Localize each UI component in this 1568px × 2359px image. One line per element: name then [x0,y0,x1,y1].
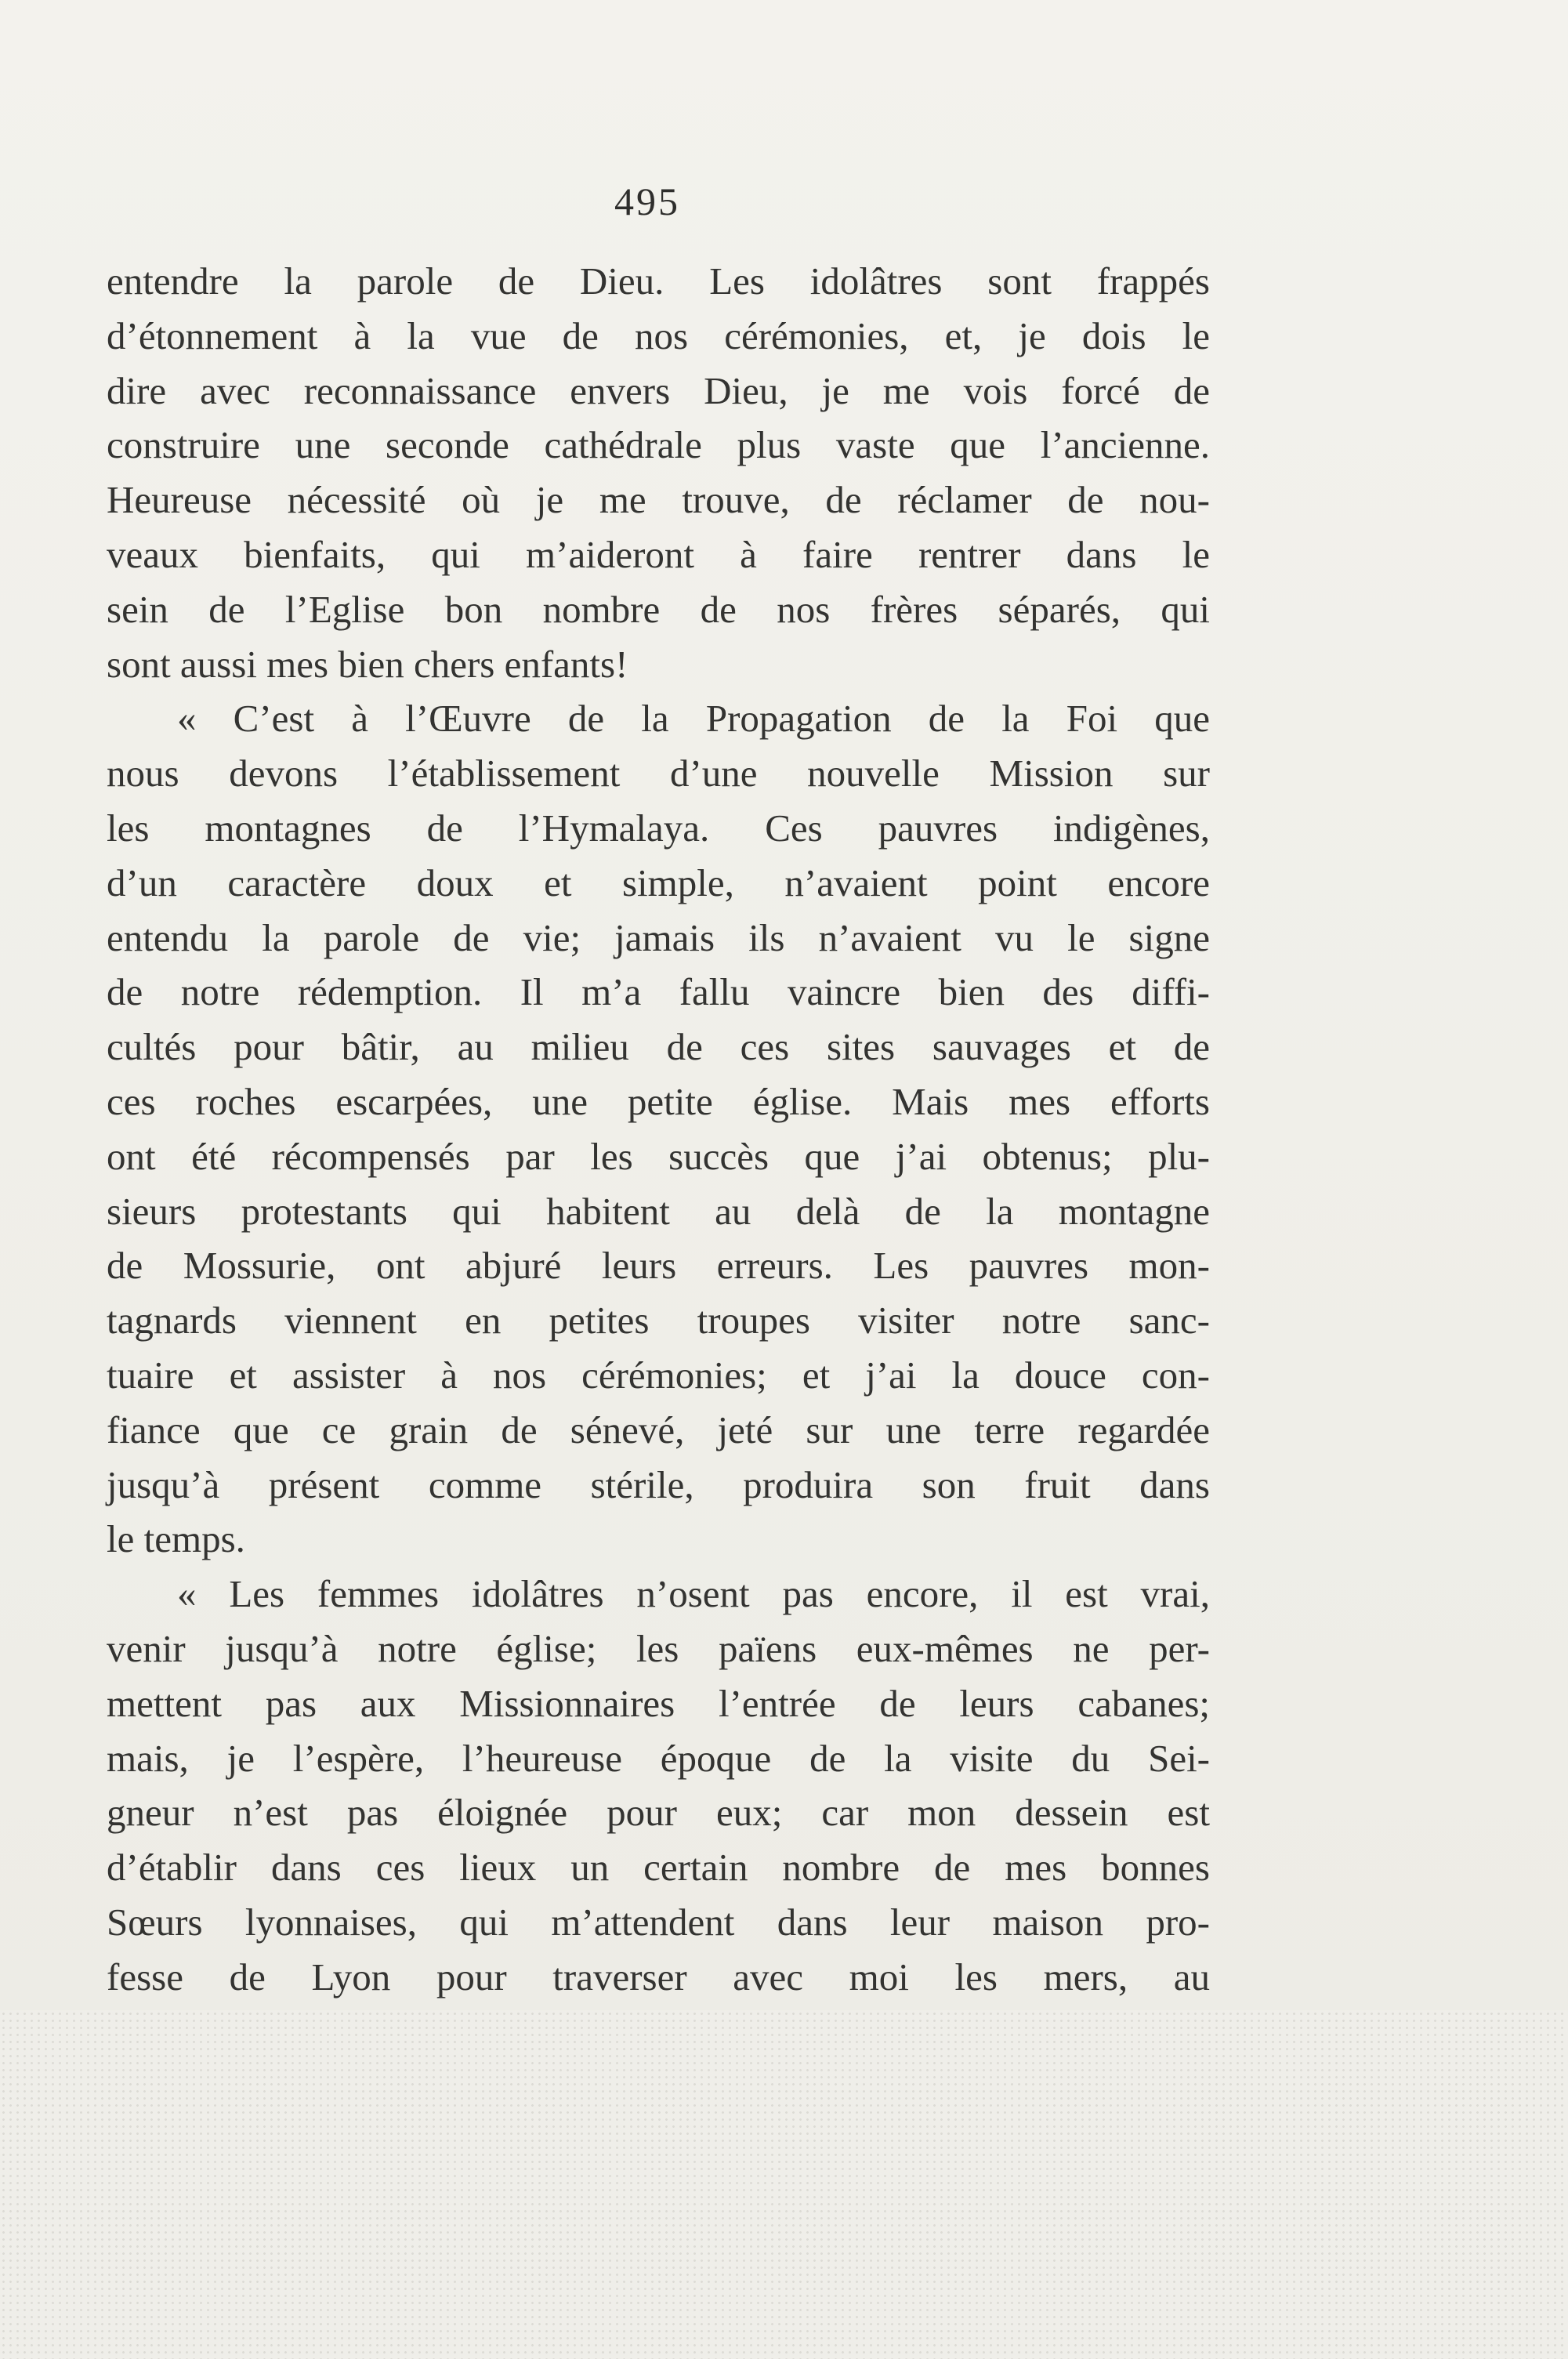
text-line: d’établir dans ces lieux un certain nombre de mes bonnes [107,1846,1210,1890]
text-line: Sœurs lyonnaises, qui m’attendent dans leur maison pro- [107,1900,1210,1944]
text-line: fiance que ce grain de sénevé, jeté sur une terre regardée [107,1408,1210,1451]
text-line: d’étonnement à la vue de nos cérémonies, et, je dois le [107,313,1210,357]
text-line: ces roches escarpées, une petite église. Mais mes efforts [107,1079,1210,1123]
body-text [107,254,1210,2028]
text-line: jusqu’à présent comme stérile, produira son fruit dans [107,1462,1210,1506]
text-line: nous devons l’établissement d’une nouvelle Mission sur [107,752,1210,795]
text-line: sont aussi mes bien chers enfants! [107,642,628,686]
text-line: sein de l’Eglise bon nombre de nos frères séparés, qui [107,587,1210,631]
text-line: de Mossurie, ont abjuré leurs erreurs. Les pauvres mon- [107,1244,1210,1288]
text-line: tagnards viennent en petites troupes visiter notre sanc- [107,1299,1210,1343]
text-line: « C’est à l’Œuvre de la Propagation de la Foi que [177,697,1210,741]
page-number: 495 [614,179,680,223]
text-line: mettent pas aux Missionnaires l’entrée de leurs cabanes; [107,1681,1210,1725]
text-line: fesse de Lyon pour traverser avec moi les mers, au [107,1955,1210,1998]
text-line: gneur n’est pas éloignée pour eux; car mon dessein est [107,1791,1210,1835]
text-line: ont été récompensés par les succès que j’ai obtenus; plu- [107,1134,1210,1178]
text-line: le temps. [107,1517,245,1561]
text-line: mais, je l’espère, l’heureuse époque de la visite du Sei- [107,1736,1210,1780]
text-line: « Les femmes idolâtres n’osent pas encore, il est vrai, [177,1572,1210,1616]
text-line: sieurs protestants qui habitent au delà de la montagne [107,1189,1210,1233]
text-line: Heureuse nécessité où je me trouve, de réclamer de nou- [107,478,1210,522]
text-line: les montagnes de l’Hymalaya. Ces pauvres indigènes, [107,806,1210,850]
text-line: entendu la parole de vie; jamais ils n’avaient vu le signe [107,915,1210,959]
text-line: de notre rédemption. Il m’a fallu vaincre bien des diffi- [107,970,1210,1014]
text-line: d’un caractère doux et simple, n’avaient point encore [107,861,1210,904]
text-line: entendre la parole de Dieu. Les idolâtres sont frappés [107,259,1210,303]
text-line: venir jusqu’à notre église; les païens eux-mêmes ne per- [107,1626,1210,1670]
text-line: cultés pour bâtir, au milieu de ces sites sauvages et de [107,1025,1210,1069]
text-line: tuaire et assister à nos cérémonies; et j’ai la douce con- [107,1353,1210,1397]
bottom-page-margin [0,2010,1568,2359]
text-line: construire une seconde cathédrale plus vaste que l’ancienne. [107,423,1210,467]
text-line: dire avec reconnaissance envers Dieu, je me vois forcé de [107,368,1210,412]
text-line: veaux bienfaits, qui m’aideront à faire rentrer dans le [107,532,1210,576]
